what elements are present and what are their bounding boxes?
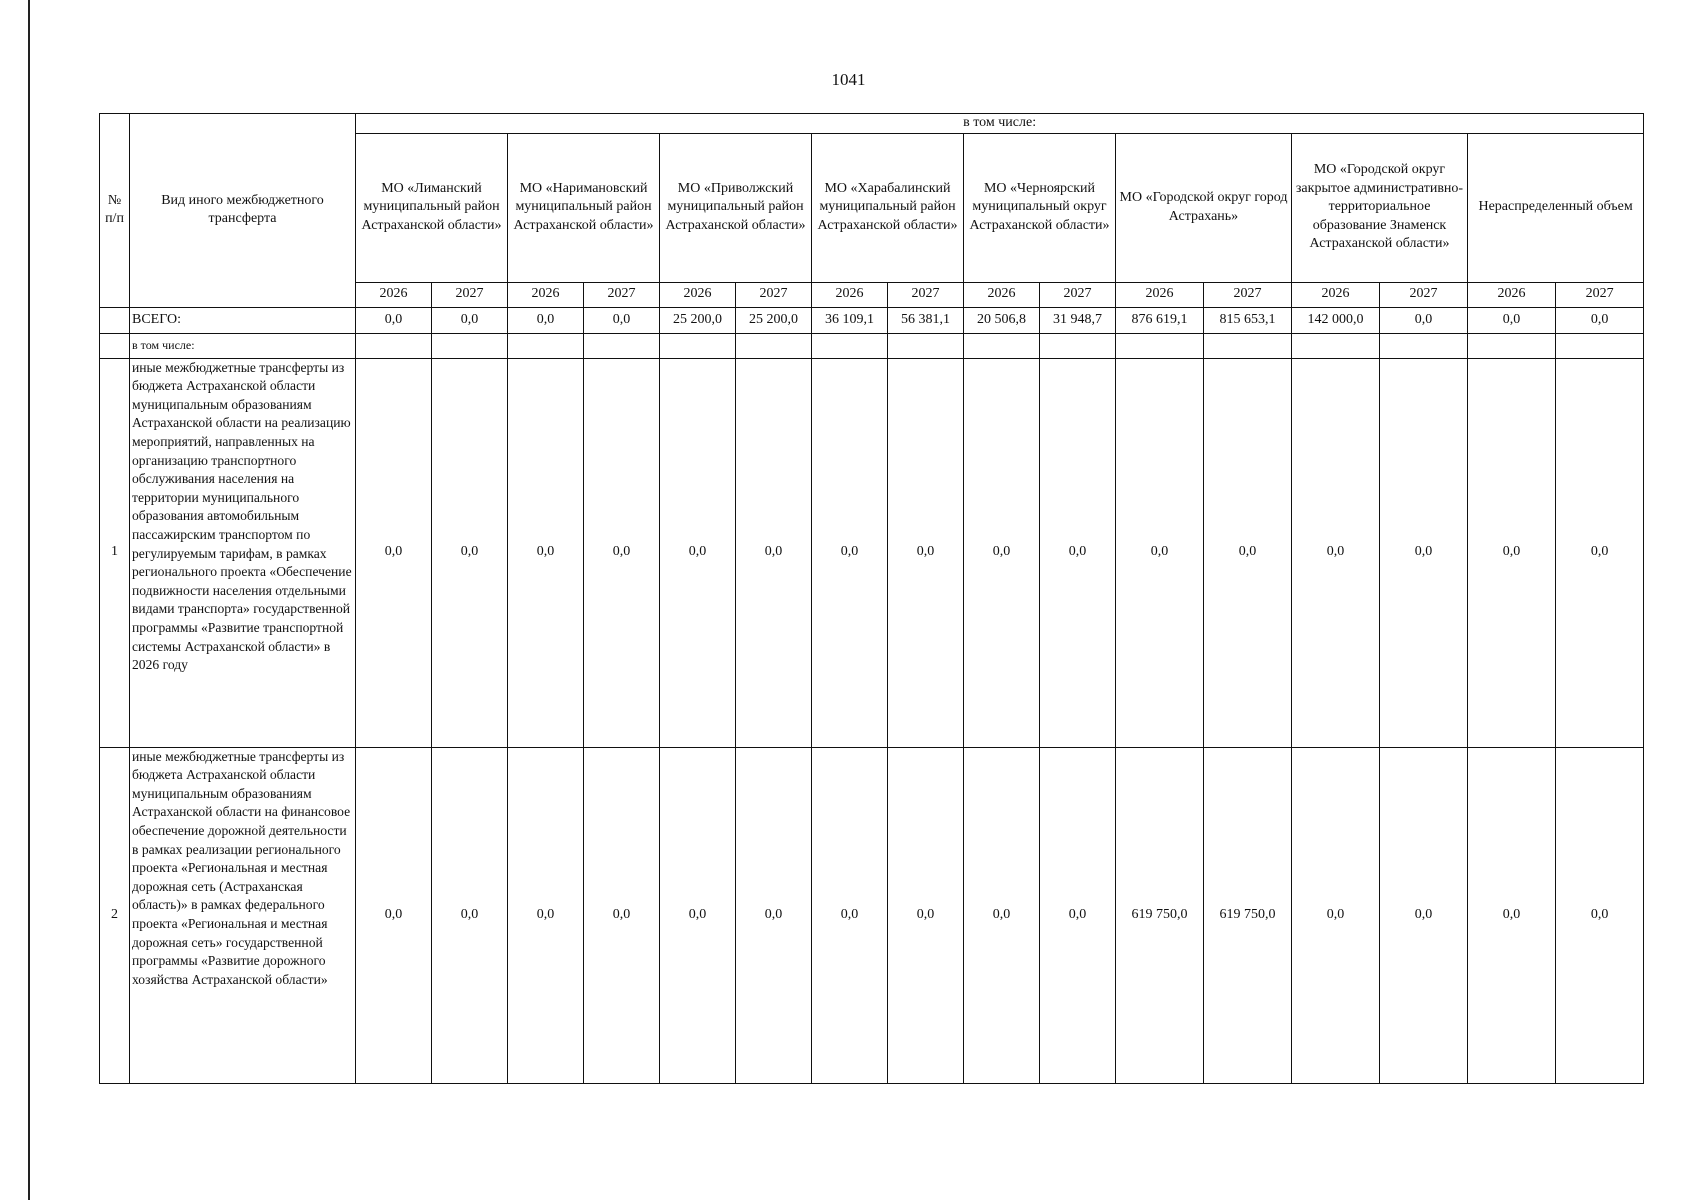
empty-cell <box>508 333 584 358</box>
municipality-header: МО «Наримановский муниципальный район Астраханской области» <box>508 133 660 282</box>
row-value: 0,0 <box>1380 747 1468 1083</box>
row-value: 0,0 <box>660 747 736 1083</box>
total-value: 0,0 <box>432 307 508 333</box>
empty-cell <box>1040 333 1116 358</box>
year-header: 2027 <box>1040 282 1116 307</box>
empty-cell <box>1204 333 1292 358</box>
row-value: 0,0 <box>1204 358 1292 747</box>
year-header: 2027 <box>1556 282 1644 307</box>
row-value: 619 750,0 <box>1204 747 1292 1083</box>
empty-cell <box>584 333 660 358</box>
total-value: 876 619,1 <box>1116 307 1204 333</box>
row-value: 0,0 <box>356 358 432 747</box>
row-value: 0,0 <box>812 358 888 747</box>
row-value: 0,0 <box>1556 358 1644 747</box>
total-value: 0,0 <box>356 307 432 333</box>
row-value: 0,0 <box>508 747 584 1083</box>
year-header: 2026 <box>812 282 888 307</box>
year-header: 2026 <box>508 282 584 307</box>
row-description: иные межбюджетные трансферты из бюджета Астраханской области муниципальным образованиям Астраханской области на реализацию мероприятий, направленных на организацию транспортного обслуживания населения на территории муниципального образования автомобильным пассажирским транспортом по регулируемым тарифам, в рамках регионального проекта «Обеспечение подвижности населения отдельными видами транспорта» государственной программы «Развитие транспортной системы Астраханской области» в 2026 году <box>130 358 356 747</box>
empty-cell <box>1116 333 1204 358</box>
total-value: 25 200,0 <box>736 307 812 333</box>
row-value: 0,0 <box>964 747 1040 1083</box>
row-value: 0,0 <box>1292 747 1380 1083</box>
row-value: 0,0 <box>964 358 1040 747</box>
empty-cell <box>888 333 964 358</box>
header-group-row <box>100 114 1644 134</box>
empty-cell <box>432 333 508 358</box>
total-value: 20 506,8 <box>964 307 1040 333</box>
municipality-header: МО «Лиманский муниципальный район Астраханской области» <box>356 133 508 282</box>
total-value: 0,0 <box>508 307 584 333</box>
year-header: 2027 <box>432 282 508 307</box>
total-row <box>100 307 1644 333</box>
year-header: 2027 <box>888 282 964 307</box>
total-value: 0,0 <box>1380 307 1468 333</box>
row-value: 0,0 <box>1040 747 1116 1083</box>
row-value: 0,0 <box>508 358 584 747</box>
empty-cell <box>964 333 1040 358</box>
row-value: 0,0 <box>1040 358 1116 747</box>
total-value: 25 200,0 <box>660 307 736 333</box>
row-value: 0,0 <box>888 747 964 1083</box>
row-number: 1 <box>100 358 130 747</box>
total-value: 0,0 <box>1556 307 1644 333</box>
empty-cell <box>812 333 888 358</box>
table-row <box>100 358 1644 747</box>
municipality-header: МО «Харабалинский муниципальный район Астраханской области» <box>812 133 964 282</box>
page-number: 1041 <box>831 70 866 89</box>
row-value: 0,0 <box>736 358 812 747</box>
row-value: 0,0 <box>660 358 736 747</box>
year-header: 2026 <box>660 282 736 307</box>
row-value: 0,0 <box>736 747 812 1083</box>
total-value: 31 948,7 <box>1040 307 1116 333</box>
year-header: 2026 <box>964 282 1040 307</box>
row-value: 0,0 <box>1116 358 1204 747</box>
total-value: 36 109,1 <box>812 307 888 333</box>
row-value: 0,0 <box>1380 358 1468 747</box>
year-header: 2026 <box>1292 282 1380 307</box>
year-header: 2027 <box>584 282 660 307</box>
row-value: 0,0 <box>888 358 964 747</box>
col-num-header: № п/п <box>100 114 130 308</box>
year-header: 2027 <box>736 282 812 307</box>
municipality-header: МО «Черноярский муниципальный округ Астраханской области» <box>964 133 1116 282</box>
including-row <box>100 333 1644 358</box>
binding-margin-line <box>28 0 30 1200</box>
total-label: ВСЕГО: <box>130 307 356 333</box>
year-header: 2027 <box>1380 282 1468 307</box>
row-value: 0,0 <box>1468 747 1556 1083</box>
empty-cell <box>1292 333 1380 358</box>
municipality-header: Нераспределенный объем <box>1468 133 1644 282</box>
group-including-header: в том числе: <box>356 114 1644 134</box>
total-value: 0,0 <box>584 307 660 333</box>
row-value: 0,0 <box>1292 358 1380 747</box>
row-value: 0,0 <box>584 747 660 1083</box>
including-num-cell <box>100 333 130 358</box>
municipality-header: МО «Городской округ закрытое административно-территориальное образование Знаменск Астраханской области» <box>1292 133 1468 282</box>
col-type-header: Вид иного межбюджетного трансферта <box>130 114 356 308</box>
row-value: 0,0 <box>432 358 508 747</box>
row-value: 0,0 <box>812 747 888 1083</box>
row-description: иные межбюджетные трансферты из бюджета Астраханской области муниципальным образованиям Астраханской области на финансовое обеспечение дорожной деятельности в рамках реализации регионального проекта «Региональная и местная дорожная сеть (Астраханская область)» в рамках федерального проекта «Региональная и местная дорожная сеть» государственной программы «Развитие дорожного хозяйства Астраханской области» <box>130 747 356 1083</box>
row-value: 0,0 <box>356 747 432 1083</box>
empty-cell <box>660 333 736 358</box>
budget-transfers-table <box>99 113 1644 1084</box>
row-number: 2 <box>100 747 130 1083</box>
empty-cell <box>1380 333 1468 358</box>
empty-cell <box>736 333 812 358</box>
row-value: 0,0 <box>1556 747 1644 1083</box>
table-row <box>100 747 1644 1083</box>
total-num-cell <box>100 307 130 333</box>
row-value: 0,0 <box>584 358 660 747</box>
year-header: 2026 <box>356 282 432 307</box>
including-label: в том числе: <box>130 333 356 358</box>
total-value: 815 653,1 <box>1204 307 1292 333</box>
empty-cell <box>356 333 432 358</box>
row-value: 619 750,0 <box>1116 747 1204 1083</box>
row-value: 0,0 <box>1468 358 1556 747</box>
total-value: 0,0 <box>1468 307 1556 333</box>
row-value: 0,0 <box>432 747 508 1083</box>
total-value: 56 381,1 <box>888 307 964 333</box>
year-header: 2026 <box>1116 282 1204 307</box>
empty-cell <box>1468 333 1556 358</box>
municipality-header: МО «Городской округ город Астрахань» <box>1116 133 1292 282</box>
municipality-header: МО «Приволжский муниципальный район Астраханской области» <box>660 133 812 282</box>
year-header: 2026 <box>1468 282 1556 307</box>
empty-cell <box>1556 333 1644 358</box>
total-value: 142 000,0 <box>1292 307 1380 333</box>
year-header: 2027 <box>1204 282 1292 307</box>
